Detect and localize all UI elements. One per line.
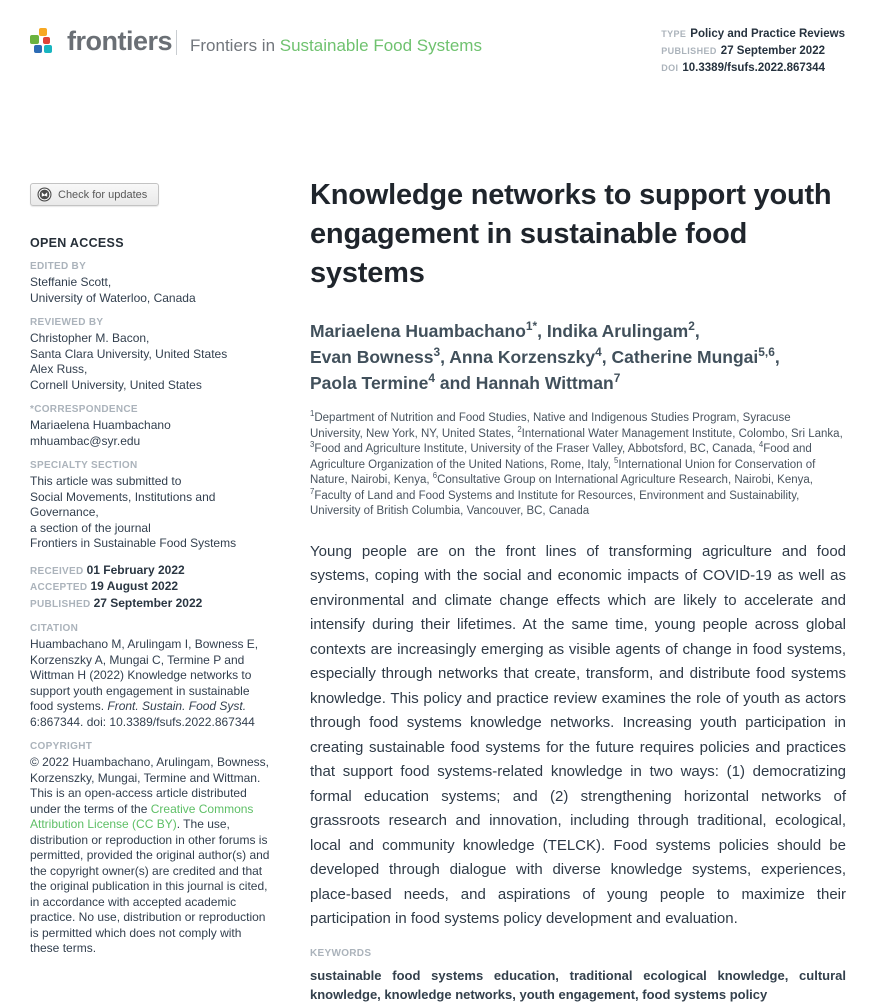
superscript: 3	[310, 440, 315, 450]
superscript: 4	[758, 440, 764, 450]
correspondence-email[interactable]: mhuambac@syr.edu	[30, 433, 141, 448]
text-segment: International Water Management Institute, Colombo, Sri Lanka,	[521, 427, 843, 440]
text-segment: Department of Nutrition and Food Studies, Native and Indigenous Studies Program, Syracuse University, New York, NY, United States,	[310, 412, 791, 440]
text-segment: , Indika Arulingam	[537, 321, 689, 341]
frontiers-logo[interactable]	[30, 26, 172, 57]
superscript: 1*	[525, 319, 538, 334]
journal-name[interactable]	[190, 36, 482, 56]
section-label: SPECIALTY SECTION	[30, 460, 138, 471]
text-segment: Mariaelena Huambachano	[310, 321, 526, 341]
journal-title: Sustainable Food Systems	[279, 36, 482, 55]
frontiers-logo-text: frontiers	[67, 26, 173, 56]
text-segment: Evan Bowness	[310, 347, 434, 367]
frontiers-logo-icon	[30, 28, 58, 56]
date-published	[30, 596, 274, 613]
sidebar-section	[30, 317, 274, 393]
meta-doi	[661, 59, 845, 76]
section-text: Steffanie Scott,	[30, 275, 112, 289]
superscript: 1	[310, 409, 315, 419]
meta-published	[661, 42, 845, 59]
superscript: 4	[428, 371, 435, 386]
authors	[310, 318, 846, 396]
section-text: Alex Russ,	[30, 362, 88, 376]
sidebar-section	[30, 563, 274, 613]
sidebar-section	[30, 460, 274, 552]
section-text: Mariaelena Huambachano	[30, 418, 171, 432]
superscript: 3	[433, 345, 441, 360]
section-text: This article was submitted to	[30, 474, 182, 488]
text-segment: and Hannah Wittman	[434, 373, 614, 393]
section-label: EDITED BY	[30, 261, 87, 272]
superscript: 6	[432, 471, 438, 481]
section-text: Social Movements, Institutions and	[30, 489, 216, 504]
section-text: Governance,	[30, 505, 99, 519]
section-label: COPYRIGHT	[30, 741, 93, 752]
section-text: University of Waterloo, Canada	[30, 290, 196, 305]
sidebar-section	[30, 261, 274, 306]
section-label: REVIEWED BY	[30, 317, 104, 328]
text-segment: 6:867344. doi: 10.3389/fsufs.2022.867344	[30, 714, 255, 729]
open-access-heading: OPEN ACCESS	[30, 236, 124, 250]
superscript: 5,6	[758, 345, 775, 360]
sidebar-sections	[30, 261, 274, 957]
text-segment: Food and Agriculture Institute, University of the Fraser Valley, Abbotsford, BC, Canada,	[314, 443, 759, 455]
text-segment: Consultative Group on International Agriculture Research, Nairobi, Kenya,	[437, 474, 813, 486]
sidebar-section	[30, 741, 274, 957]
check-for-updates-button[interactable]	[30, 183, 159, 206]
journal-prefix: Frontiers in	[190, 36, 280, 55]
section-text: Santa Clara University, United States	[30, 346, 228, 361]
text-segment: , Catherine Mungai	[601, 347, 759, 367]
crossmark-icon	[37, 187, 52, 202]
section-label: CITATION	[30, 623, 79, 634]
text-segment: . The use, distribution or reproduction in other forums is permitted, provided the original author(s) and the copyright owner(s) are credited and that the original publication in this journal is cited, in accordance with accepted academic practice. No use, distribution or reproduction is permitted which does not comply with these terms.	[30, 817, 270, 955]
affiliations	[310, 411, 846, 520]
meta-type	[661, 25, 845, 42]
superscript: 7	[613, 371, 621, 386]
text-segment: © 2022 Huambachano, Arulingam, Bowness, Korzenszky, Mungai, Termine and Wittman. This is an open-access article distributed under the terms of the	[30, 755, 269, 816]
section-text	[30, 637, 274, 730]
text-segment: International Union for Conservation of Nature, Nairobi, Kenya,	[310, 458, 816, 486]
meta-value: 27 September 2022	[720, 45, 825, 57]
superscript: 5	[614, 455, 619, 465]
meta-value: 10.3389/fsufs.2022.867344	[682, 62, 825, 74]
article-meta	[661, 25, 845, 76]
text-segment: Front. Sustain. Food Syst.	[107, 699, 247, 713]
superscript: 2	[688, 319, 695, 334]
abstract: Young people are on the front lines of transforming agriculture and food systems, coping with the social and economic impacts of COVID-19 as well as environmental and climate change effects which are likely to accelerate and intensify during their lifetimes. At the same time, young people across global contexts are increasingly emerging as visible agents of change in food systems, especially through networks that create, transform, and distribute food systems knowledge. This policy and practice review examines the role of youth as actors through food systems knowledge networks. Increasing youth participation in creating sustainable food systems for the future requires policies and practices that support food systems-related knowledge in two ways: (1) democratizing formal education systems; and (2) strengthening horizontal networks of grassroots research and innovation, including through traditional, ecological, local and community knowledge (TELCK). Food systems policies should be developed through dialogue with diverse knowledge systems, experiences, place-based needs, and aspirations of young people to maximize their participation in food systems policy development and evaluation.	[310, 542, 846, 927]
text-segment: Huambachano M, Arulingam I, Bowness E, Korzenszky A, Mungai C, Termine P and Wittman H (2022) Knowledge networks to support youth engagement in sustainable food systems.	[30, 637, 259, 713]
article-title: Knowledge networks to support youth engagement in sustainable food systems	[310, 179, 832, 289]
text-segment: , Anna Korzenszky	[440, 347, 596, 367]
section-text	[30, 755, 274, 957]
meta-label: TYPE	[661, 29, 687, 39]
text-segment: Paola Termine	[310, 373, 429, 393]
date-value: 27 September 2022	[93, 595, 203, 610]
text-segment: ,	[774, 347, 780, 367]
sidebar-section	[30, 404, 274, 449]
article-main	[310, 176, 846, 1004]
date-value: 01 February 2022	[86, 562, 185, 577]
date-label: ACCEPTED	[30, 582, 91, 593]
section-text: Cornell University, United States	[30, 377, 202, 392]
text-segment: Food and Agriculture Organization of the United Nations, Rome, Italy,	[310, 443, 812, 471]
superscript: 7	[310, 486, 315, 496]
brand-divider	[176, 30, 177, 55]
text-segment: ,	[694, 321, 700, 341]
section-text: Frontiers in Sustainable Food Systems	[30, 536, 237, 550]
date-value: 19 August 2022	[90, 579, 179, 593]
text-segment: Faculty of Land and Food Systems and Institute for Resources, Environment and Sustainability, University of British Columbia, Vancouver, BC, Canada	[310, 489, 800, 517]
sidebar	[30, 183, 274, 957]
date-received	[30, 563, 274, 580]
meta-value: Policy and Practice Reviews	[690, 28, 845, 40]
date-label: PUBLISHED	[30, 598, 94, 610]
check-for-updates-label: Check for updates	[58, 188, 148, 201]
meta-label: DOI	[661, 63, 679, 73]
meta-label: PUBLISHED	[661, 46, 717, 56]
date-label: RECEIVED	[30, 565, 87, 577]
cc-license-link[interactable]: Creative Commons Attribution License (CC BY)	[30, 801, 254, 831]
keywords: sustainable food systems education, traditional ecological knowledge, cultural knowledge, knowledge networks, youth engagement, food systems policy	[310, 967, 846, 1002]
keywords-label: KEYWORDS	[310, 947, 372, 959]
superscript: 2	[517, 424, 522, 434]
section-label: *CORRESPONDENCE	[30, 404, 138, 415]
sidebar-section	[30, 623, 274, 730]
section-text: a section of the journal	[30, 520, 151, 535]
superscript: 4	[595, 345, 602, 360]
date-accepted	[30, 579, 274, 596]
section-text: Christopher M. Bacon,	[30, 331, 150, 345]
masthead	[0, 0, 873, 100]
